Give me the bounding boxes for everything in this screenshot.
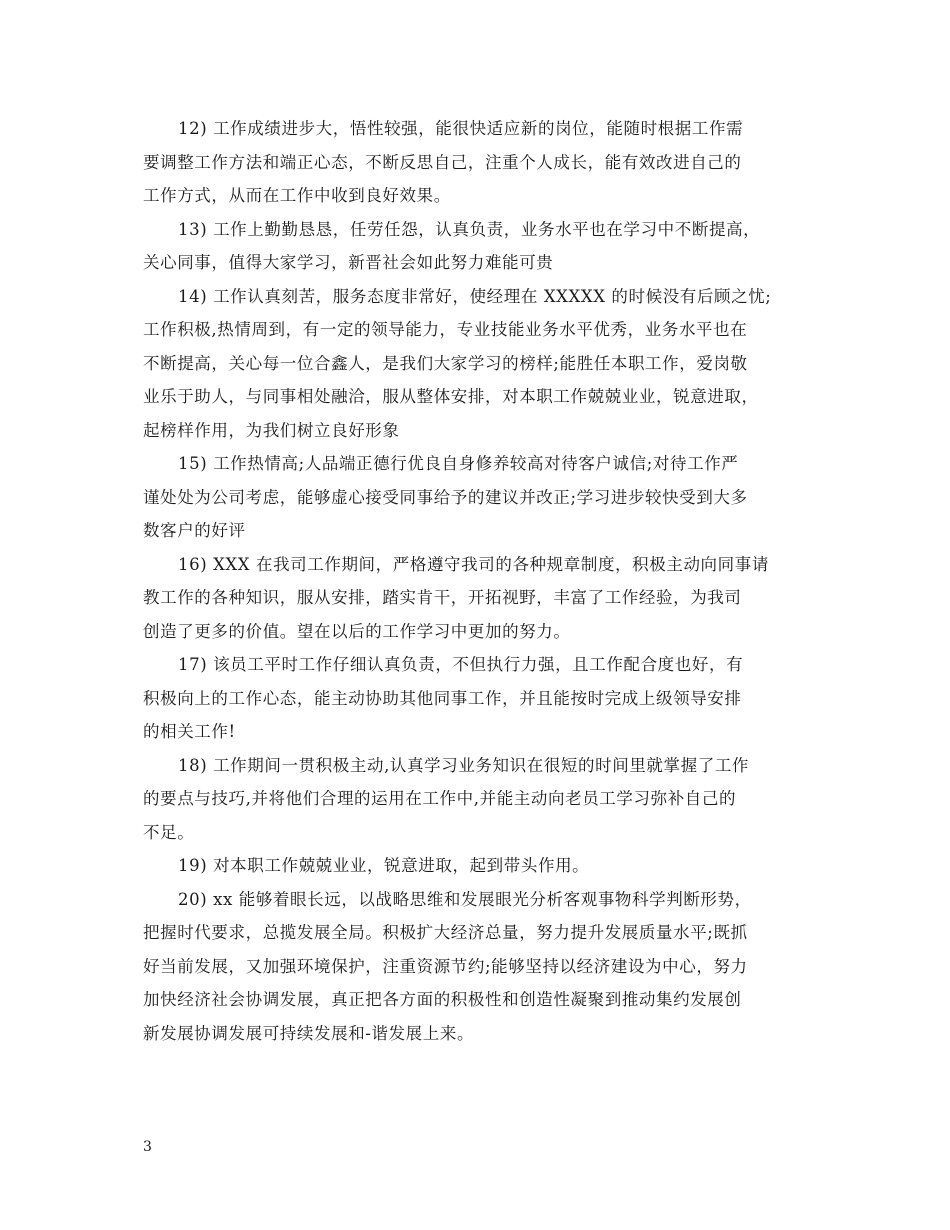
paragraph-19 [143,849,823,883]
paragraph-13 [143,213,823,280]
document-body [143,112,823,1050]
paragraph-16 [143,548,823,649]
text-line: 关心同事，值得大家学习，新晋社会如此努力难能可贵 [143,253,554,272]
text-line: 15) 工作热情高;人品端正德行优良自身修养较高对待客户诚信;对待工作严 [178,454,739,473]
text-line: 好当前发展，又加强环境保护，注重资源节约;能够坚持以经济建设为中心，努力 [143,956,748,976]
text-line: 17) 该员工平时工作仔细认真负责，不但执行力强，且工作配合度也好，有 [178,655,744,674]
paragraph-15 [143,447,823,548]
text-line: 18) 工作期间一贯积极主动,认真学习业务知识在很短的时间里就掌握了工作 [178,755,750,775]
text-line: 12) 工作成绩进步大，悟性较强，能很快适应新的岗位，能随时根据工作需 [178,119,744,138]
text-line: 13) 工作上勤勤恳恳，任劳任怨，认真负责，业务水平也在学习中不断提高， [178,219,761,239]
text-line: 教工作的各种知识，服从安排，踏实肯干，开拓视野，丰富了工作经验，为我司 [143,588,742,607]
text-line: 把握时代要求，总揽发展全局。积极扩大经济总量，努力提升发展质量水平;既抓 [143,923,748,942]
text-line: 业乐于助人，与同事相处融洽，服从整体安排，对本职工作兢兢业业，锐意进取， [143,387,759,406]
paragraph-17 [143,648,823,749]
paragraph-14 [143,280,823,448]
text-line: 数客户的好评 [143,521,246,540]
text-line: 的相关工作! [143,722,236,741]
paragraph-18 [143,749,823,850]
text-line: 创造了更多的价值。望在以后的工作学习中更加的努力。 [143,621,571,641]
text-line: 新发展协调发展可持续发展和-谐发展上来。 [143,1023,475,1043]
text-line: 工作积极,热情周到，有一定的领导能力，专业技能业务水平优秀，业务水平也在 [143,320,748,339]
text-line: 14) 工作认真刻苦，服务态度非常好，使经理在 XXXXX 的时候没有后顾之忧; [178,286,772,306]
text-line: 16) XXX 在我司工作期间，严格遵守我司的各种规章制度，积极主动向同事请 [178,554,769,574]
text-line: 20) xx 能够着眼长远，以战略思维和发展眼光分析客观事物科学判断形势， [178,889,752,909]
text-line: 的要点与技巧,并将他们合理的运用在工作中,并能主动向老员工学习弥补自己的 [143,789,737,808]
text-line: 加快经济社会协调发展，真正把各方面的积极性和创造性凝聚到推动集约发展创 [143,990,742,1009]
page-number: 3 [143,1139,152,1155]
paragraph-20 [143,883,823,1051]
text-line: 要调整工作方法和端正心态，不断反思自己，注重个人成长，能有效改进自己的 [143,152,742,172]
text-line: 不足。 [143,822,195,842]
text-line: 谨处处为公司考虑，能够虚心接受同事给予的建议并改正;学习进步较快受到大多 [143,487,748,507]
text-line: 工作方式，从而在工作中收到良好效果。 [143,186,451,205]
text-line: 起榜样作用，为我们树立良好形象 [143,420,400,440]
text-line: 19) 对本职工作兢兢业业，锐意进取，起到带头作用。 [178,856,590,875]
paragraph-12 [143,112,823,213]
text-line: 积极向上的工作心态，能主动协助其他同事工作，并且能按时完成上级领导安排 [143,688,742,708]
text-line: 不断提高，关心每一位合鑫人，是我们大家学习的榜样;能胜任本职工作，爱岗敬 [143,353,748,373]
